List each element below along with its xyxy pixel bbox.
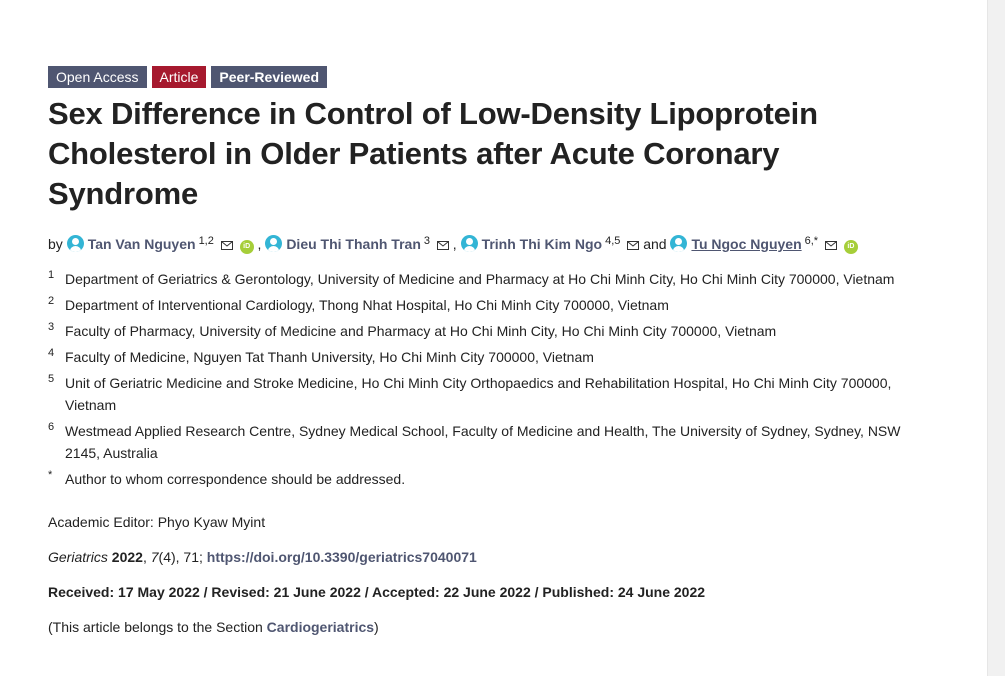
affiliation-item (48, 372, 908, 416)
affiliation-number: 4 (48, 347, 55, 359)
section-prefix: (This article belongs to the Section (48, 619, 267, 635)
author-affiliation-sup: 1,2 (198, 235, 214, 247)
affiliation-text: Unit of Geriatric Medicine and Stroke Medicine, Ho Chi Minh City Orthopaedics and Rehabilitation Hospital, Ho Chi Minh City 700000, Vietnam (65, 375, 892, 413)
affiliation-text: Faculty of Medicine, Nguyen Tat Thanh University, Ho Chi Minh City 700000, Vietnam (65, 349, 594, 365)
author-name-link[interactable]: Trinh Thi Kim Ngo (481, 236, 603, 252)
author-affiliation-sup: 6,* (804, 235, 819, 247)
email-icon[interactable] (825, 241, 837, 250)
email-icon[interactable] (627, 241, 639, 250)
article-header (48, 66, 908, 637)
citation-year: 2022 (111, 549, 143, 565)
author-name-link[interactable]: Tu Ngoc Nguyen (691, 236, 802, 252)
citation-volume: 7 (150, 549, 159, 565)
citation-line: Geriatrics 2022, 7(4), 71; https://doi.org/10.3390/geriatrics7040071 (48, 549, 477, 565)
author-affiliation-sup: 4,5 (605, 235, 621, 247)
peer-reviewed-badge[interactable]: Peer-Reviewed (211, 66, 327, 88)
author-item (461, 236, 644, 252)
author-profile-icon[interactable] (461, 235, 478, 252)
article-title: Sex Difference in Control of Low-Density Lipoprotein Cholesterol in Older Patients after Acute Coronary Syndrome (48, 96, 818, 211)
by-label: by (48, 236, 63, 252)
author-separator: , (257, 236, 262, 252)
journal-name: Geriatrics (48, 549, 108, 565)
section-link[interactable]: Cardiogeriatrics (266, 619, 375, 635)
author-affiliation-sup: 3 (423, 235, 430, 247)
citation-article-no: , 71; (175, 549, 207, 565)
section-note (48, 617, 908, 637)
affiliation-text: Westmead Applied Research Centre, Sydney Medical School, Faculty of Medicine and Health, The University of Sydney, Sydney, NSW 2145, Australia (65, 423, 901, 461)
affiliation-number: 1 (48, 269, 55, 281)
orcid-icon[interactable]: iD (844, 240, 858, 254)
affiliation-number: 5 (48, 373, 55, 385)
affiliation-item (48, 294, 908, 316)
affiliation-item (48, 268, 908, 290)
section-suffix: ) (374, 619, 379, 635)
publication-dates: Received: 17 May 2022 / Revised: 21 June 2022 / Accepted: 22 June 2022 / Published: 24 June 2022 (48, 584, 706, 600)
author-profile-icon[interactable] (265, 235, 282, 252)
author-profile-icon[interactable] (670, 235, 687, 252)
author-name-link[interactable]: Dieu Thi Thanh Tran (286, 236, 421, 252)
email-icon[interactable] (437, 241, 449, 250)
author-list (48, 231, 908, 254)
article-type-badge: Article (152, 66, 207, 88)
affiliation-number: 6 (48, 421, 55, 433)
open-access-badge[interactable]: Open Access (48, 66, 147, 88)
author-item (265, 236, 452, 252)
author-item (670, 236, 857, 252)
orcid-icon[interactable]: iD (240, 240, 254, 254)
badge-row (48, 66, 908, 88)
affiliation-list (48, 268, 908, 490)
citation-issue: (4) (158, 549, 176, 565)
affiliation-text: Author to whom correspondence should be addressed. (65, 471, 406, 487)
author-and: and (643, 236, 667, 252)
affiliation-item (48, 346, 908, 368)
affiliation-number: 2 (48, 295, 55, 307)
affiliation-number: * (48, 469, 53, 481)
author-profile-icon[interactable] (67, 235, 84, 252)
affiliation-number: 3 (48, 321, 55, 333)
affiliation-item (48, 468, 908, 490)
email-icon[interactable] (221, 241, 233, 250)
author-separator: , (452, 236, 457, 252)
author-name-link[interactable]: Tan Van Nguyen (87, 236, 196, 252)
page-scrollbar[interactable] (987, 0, 1005, 676)
author-item (67, 236, 258, 252)
academic-editor: Academic Editor: Phyo Kyaw Myint (48, 514, 266, 530)
affiliation-item (48, 320, 908, 342)
affiliation-text: Department of Interventional Cardiology, Thong Nhat Hospital, Ho Chi Minh City 700000, Vietnam (65, 297, 669, 313)
affiliation-item (48, 420, 908, 464)
affiliation-text: Department of Geriatrics & Gerontology, University of Medicine and Pharmacy at Ho Chi Minh City, Ho Chi Minh City 700000, Vietnam (65, 271, 895, 287)
doi-link[interactable]: https://doi.org/10.3390/geriatrics7040071 (206, 549, 477, 565)
affiliation-text: Faculty of Pharmacy, University of Medicine and Pharmacy at Ho Chi Minh City, Ho Chi Minh City 700000, Vietnam (65, 323, 777, 339)
